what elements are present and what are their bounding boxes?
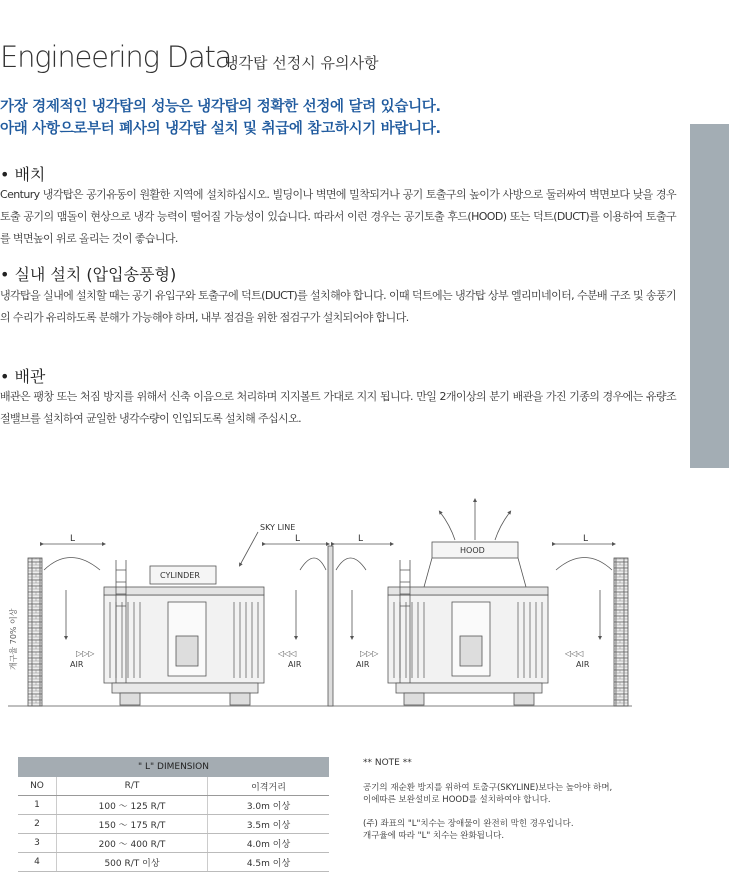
cooling-tower-left <box>104 560 264 705</box>
air-arc <box>44 558 100 571</box>
note-line: 이에따른 보완설비로 HOOD를 설치하여야 합니다. <box>363 795 551 805</box>
section-body-piping: 배관은 팽창 또는 처짐 방지를 위해서 신축 이음으로 처리하며 지지볼트 가대로 지지 됩니다. 만일 2개이상의 분기 배관을 가진 기종의 경우에는 유량조절밸브를 설치하여 균일한 냉각수량이 인입되도록 설치해 주십시오. <box>0 390 676 425</box>
section-heading-layout: • 배치 <box>0 165 46 184</box>
svg-text:▷▷▷: ▷▷▷ <box>360 649 379 658</box>
lead-line-2: 아래 사항으로부터 폐사의 냉각탑 설치 및 취급에 참고하시기 바랍니다. <box>0 121 441 137</box>
svg-text:▷▷▷: ▷▷▷ <box>76 649 95 658</box>
section-heading-text: 배치 <box>14 165 46 184</box>
table-row: 2 150 ～ 175 R/T 3.5m 이상 <box>18 815 329 834</box>
page-subtitle: 냉각탑 선정시 유의사항 <box>224 54 379 72</box>
air-arc <box>336 558 366 570</box>
table-header-rt: R/T <box>57 777 208 796</box>
section-body-layout: Century 냉각탑은 공기유동이 원활한 지역에 설치하십시오. 빌딩이나 벽면에 밀착되거나 공기 토출구의 높이가 사방으로 둘러싸여 벽면보다 낮을 경우 토출 공기의 맴돌이 현상으로 냉각 능력이 떨어질 가능성이 있습니다. 따라서 이런 경우는 공기토출 후드(HOOD) 또는 덕트(DUCT)를 이용하여 토출구를 벽면높이 위로 올리는 것이 좋습니다. <box>0 188 676 245</box>
section-heading-indoor: • 실내 설치 (압입송풍형) <box>0 265 177 284</box>
air-label: AIR <box>356 660 370 669</box>
section-heading-piping: • 배관 <box>0 367 46 386</box>
middle-wall <box>328 546 333 706</box>
l-label-2: L <box>295 534 301 544</box>
air-label: AIR <box>288 660 302 669</box>
lead-line-1: 가장 경제적인 냉각탑의 성능은 냉각탑의 정확한 선정에 달려 있습니다. <box>0 99 441 115</box>
note-title: ** NOTE ** <box>363 758 412 768</box>
table-header-no: NO <box>18 777 57 796</box>
section-heading-text: 배관 <box>14 367 46 386</box>
cylinder-label: CYLINDER <box>160 571 200 580</box>
right-wall <box>614 558 628 706</box>
table-header-distance: 이격거리 <box>208 777 330 796</box>
cooling-tower-diagram <box>0 490 660 715</box>
svg-text:◁◁◁: ◁◁◁ <box>565 649 584 658</box>
table-caption: " L" DIMENSION <box>18 757 329 777</box>
side-tab <box>690 124 729 468</box>
note-line: 개구율에 따라 "L" 치수는 완화됩니다. <box>363 831 505 841</box>
page-title: Engineering Data <box>0 40 232 74</box>
note-line: (주) 좌표의 "L"치수는 장애물이 완전히 막힌 경우입니다. <box>363 819 574 829</box>
section-body-indoor: 냉각탑을 실내에 설치할 때는 공기 유입구와 토출구에 덕트(DUCT)를 설치해야 합니다. 이때 덕트에는 냉각탑 상부 엘리미네이터, 수분배 구조 및 송풍기의 수리가 유리하도록 분해가 가능해야 하며, 내부 점검을 위한 점검구가 설치되어야 합니다. <box>0 289 676 324</box>
air-arc <box>556 558 612 571</box>
l-label-4: L <box>583 534 589 544</box>
lead-text <box>0 96 690 140</box>
svg-text:◁◁◁: ◁◁◁ <box>278 649 297 658</box>
opening-label: 개구율 70% 이상 <box>9 608 18 670</box>
table-row: 3 200 ～ 400 R/T 4.0m 이상 <box>18 834 329 853</box>
table-row: 4 500 R/T 이상 4.5m 이상 <box>18 853 329 872</box>
table-row: 1 100 ～ 125 R/T 3.0m 이상 <box>18 796 329 815</box>
air-label: AIR <box>576 660 590 669</box>
sky-line-label: SKY LINE <box>260 523 296 532</box>
hood-label: HOOD <box>460 546 485 555</box>
l-label-3: L <box>358 534 364 544</box>
note-line: 공기의 재순환 방지를 위하여 토출구(SKYLINE)보다는 높아야 하며, <box>363 783 613 793</box>
sky-line-pointer <box>240 532 258 565</box>
section-heading-text: 실내 설치 (압입송풍형) <box>14 265 177 284</box>
dimension-table <box>18 757 329 872</box>
l-label-1: L <box>70 534 76 544</box>
air-arc <box>300 558 326 570</box>
left-wall <box>28 558 42 706</box>
air-label: AIR <box>70 660 84 669</box>
cooling-tower-right <box>388 500 548 705</box>
